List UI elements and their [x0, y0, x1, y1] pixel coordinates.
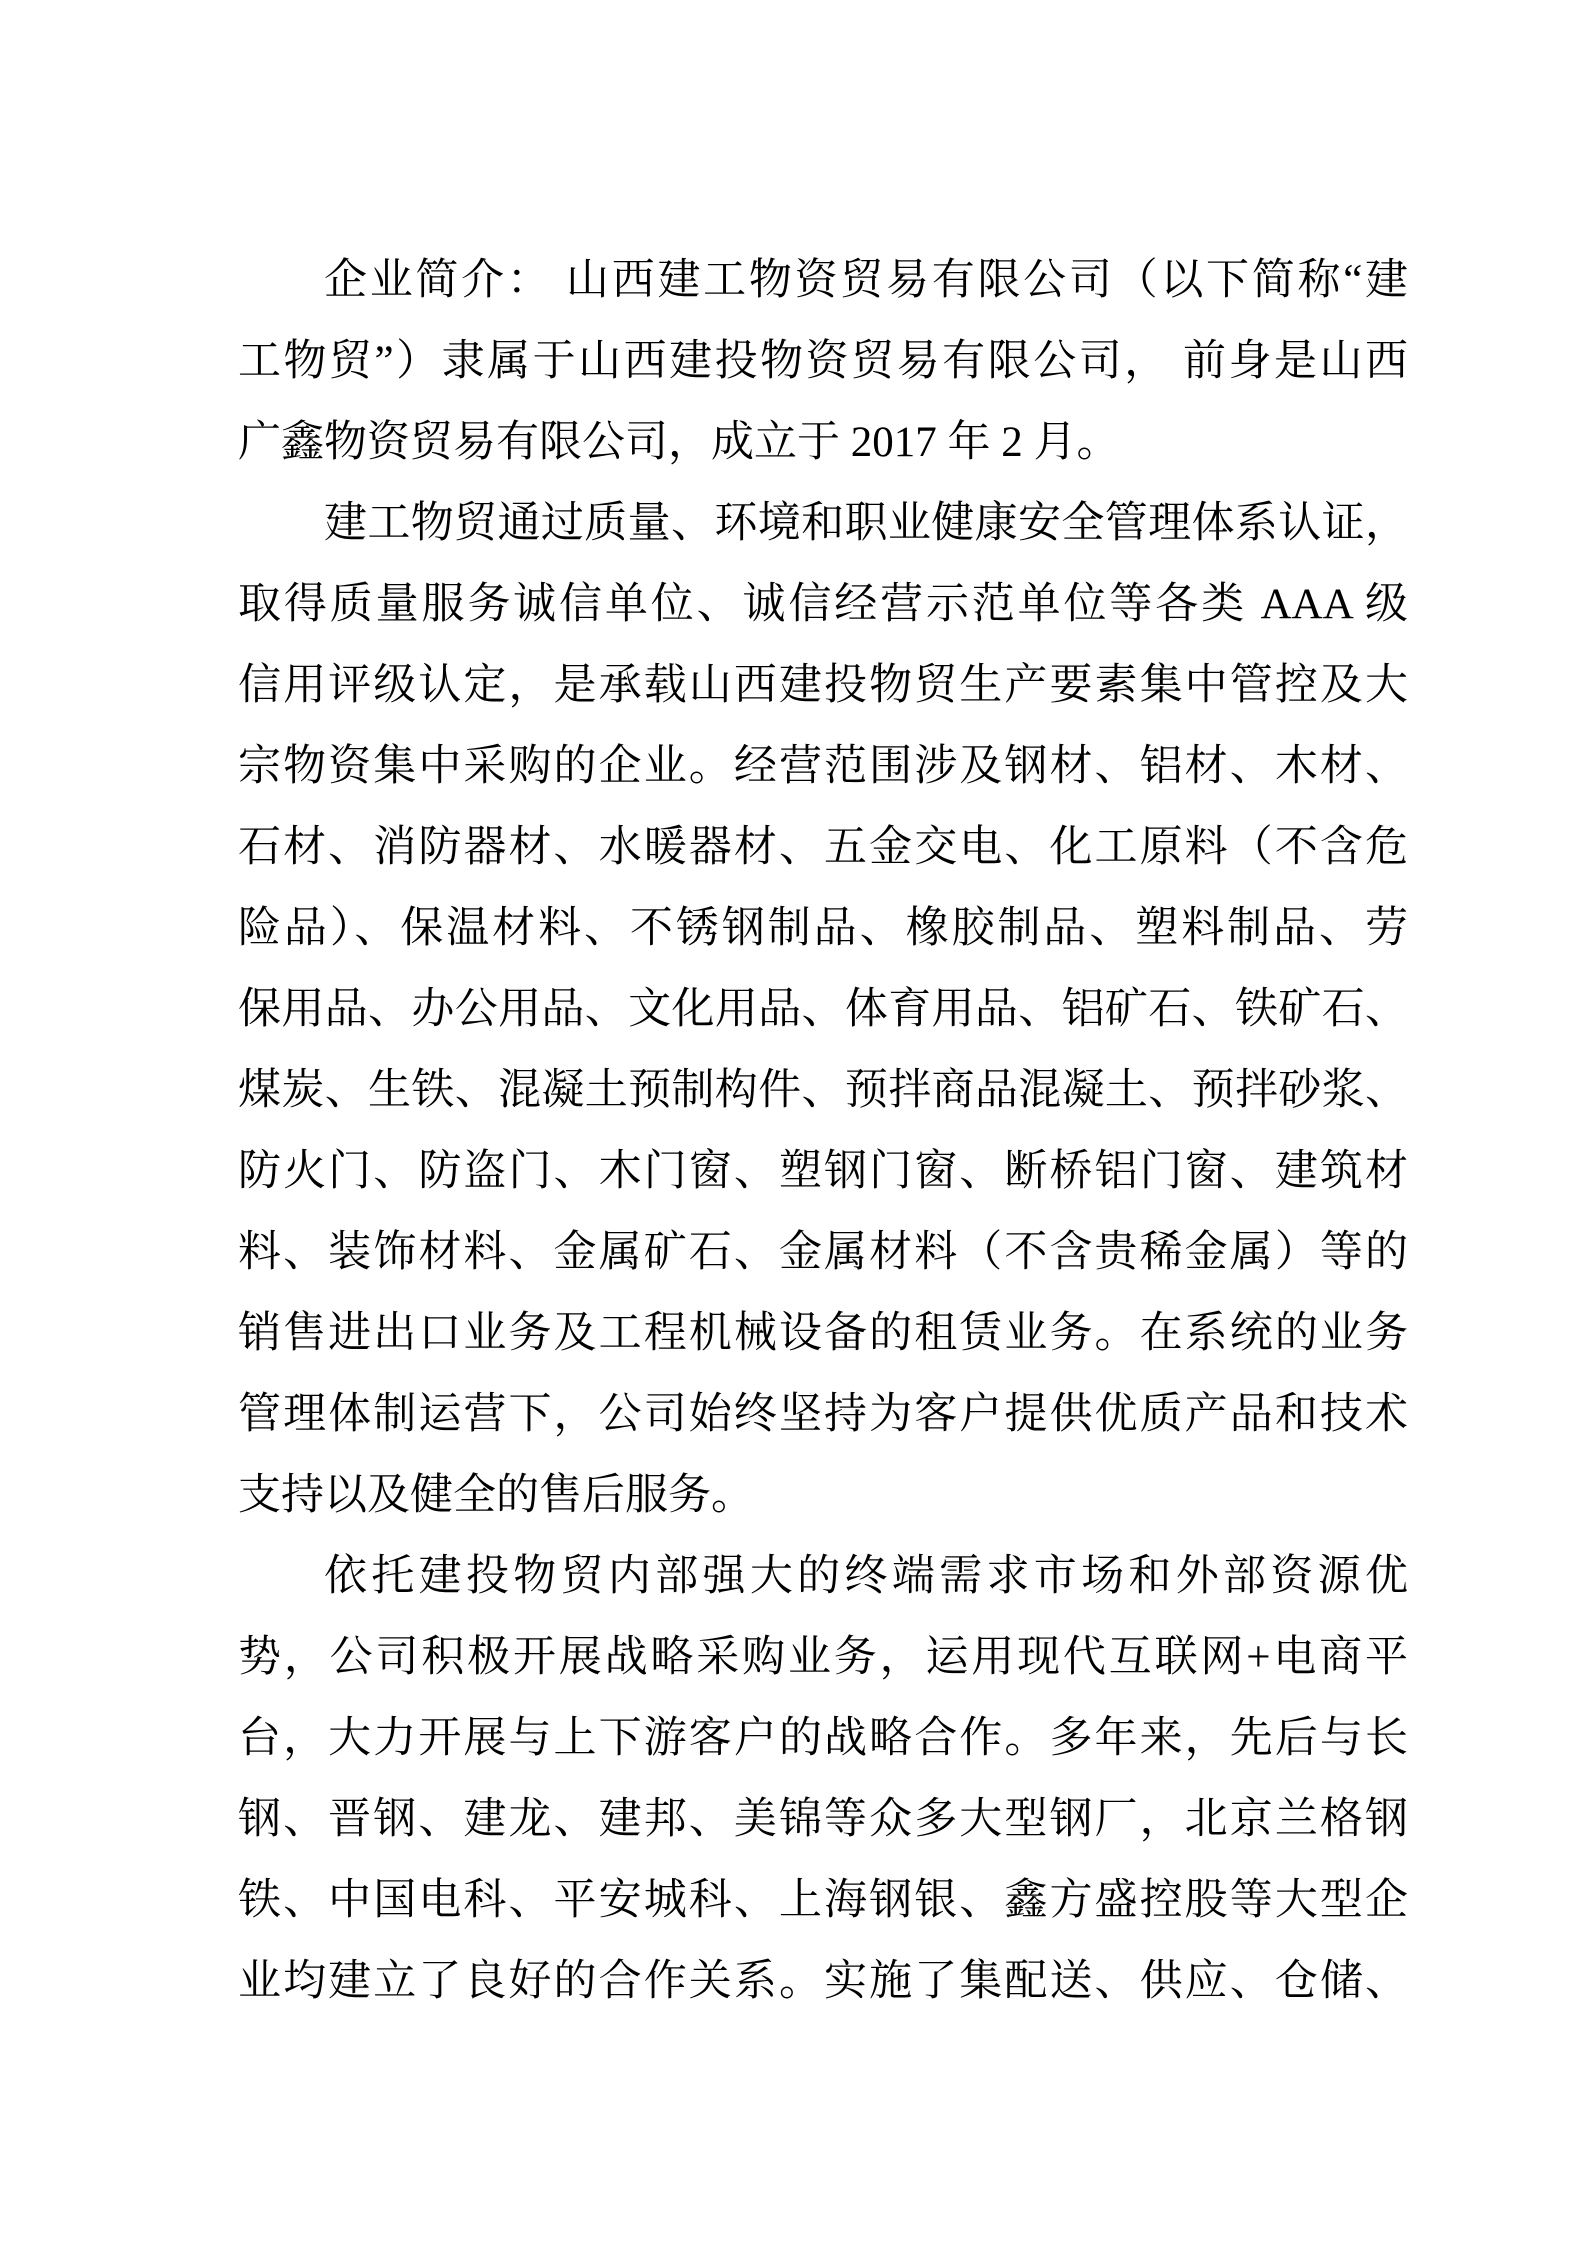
- text-line: 支持以及健全的售后服务。: [238, 1472, 754, 1519]
- text-line: 台，大力开展与上下游客户的战略合作。多年来，先后与长: [238, 1715, 1408, 1762]
- document-text: [238, 240, 1408, 2022]
- text-line: 宗物资集中采购的企业。经营范围涉及钢材、铝材、木材、: [238, 743, 1408, 790]
- text-line: 依托建投物贸内部强大的终端需求市场和外部资源优: [324, 1553, 1408, 1600]
- text-line: 保用品、办公用品、文化用品、体育用品、铝矿石、铁矿石、: [238, 986, 1408, 1033]
- text-line: 管理体制运营下，公司始终坚持为客户提供优质产品和技术: [238, 1391, 1408, 1438]
- text-line: 业均建立了良好的合作关系。实施了集配送、供应、仓储、: [238, 1958, 1408, 2005]
- text-line: 建工物贸通过质量、环境和职业健康安全管理体系认证，: [324, 500, 1408, 547]
- text-line: 信用评级认定，是承载山西建投物贸生产要素集中管控及大: [238, 662, 1408, 709]
- text-line: 销售进出口业务及工程机械设备的租赁业务。在系统的业务: [238, 1310, 1408, 1357]
- paragraph-strategic-cooperation: [238, 1536, 1408, 2022]
- text-line: 防火门、防盗门、木门窗、塑钢门窗、断桥铝门窗、建筑材: [238, 1148, 1408, 1195]
- text-line: 取得质量服务诚信单位、诚信经营示范单位等各类 AAA 级: [238, 581, 1408, 628]
- text-line: 钢、晋钢、建龙、建邦、美锦等众多大型钢厂，北京兰格钢: [238, 1796, 1408, 1843]
- text-line: 广鑫物资贸易有限公司，成立于 2017 年 2 月。: [238, 419, 1120, 466]
- text-line: 铁、中国电科、平安城科、上海钢银、鑫方盛控股等大型企: [238, 1877, 1408, 1924]
- paragraph-company-intro: [238, 240, 1408, 483]
- text-line: 工物贸”）隶属于山西建投物资贸易有限公司， 前身是山西: [238, 338, 1408, 385]
- text-line: 煤炭、生铁、混凝土预制构件、预拌商品混凝土、预拌砂浆、: [238, 1067, 1408, 1114]
- text-line: 险品）、保温材料、不锈钢制品、橡胶制品、塑料制品、劳: [238, 905, 1408, 952]
- text-line: 料、装饰材料、金属矿石、金属材料（不含贵稀金属）等的: [238, 1229, 1408, 1276]
- paragraph-certifications-scope: [238, 483, 1408, 1536]
- text-line: 势，公司积极开展战略采购业务，运用现代互联网+电商平: [238, 1634, 1408, 1681]
- text-line: 企业简介： 山西建工物资贸易有限公司（以下简称“建: [324, 257, 1408, 304]
- text-line: 石材、消防器材、水暖器材、五金交电、化工原料（不含危: [238, 824, 1408, 871]
